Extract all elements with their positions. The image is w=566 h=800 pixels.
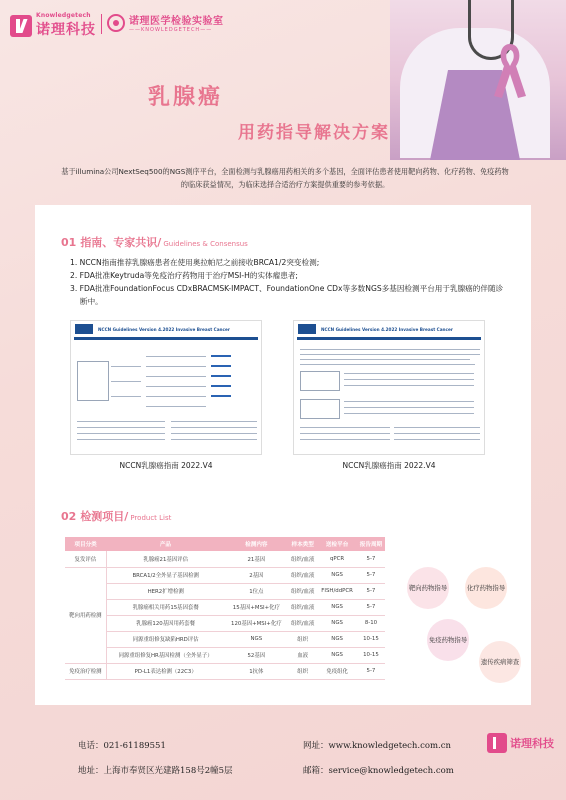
- table-cell-content: NGS: [225, 631, 288, 647]
- table-cell-platform: qPCR: [317, 551, 357, 567]
- lab-name-en: ——KNOWLEDGETECH——: [129, 27, 213, 33]
- table-cell-content: 21基因: [225, 551, 288, 567]
- guidelines-list: [70, 256, 510, 308]
- table-row: [65, 663, 385, 679]
- table-cell-sample: 组织/血液: [288, 599, 317, 615]
- logo-divider: [101, 14, 102, 34]
- footer-website: [303, 739, 451, 751]
- table-cell-cycle: 5-7: [357, 583, 385, 599]
- table-cell-cycle: 5-7: [357, 567, 385, 583]
- bubble-chemo: 化疗药物指导: [465, 567, 507, 609]
- page-title: 乳腺癌: [148, 85, 224, 110]
- table-cell-platform: NGS: [317, 615, 357, 631]
- table-row: [65, 583, 385, 599]
- website-label: 网址：: [303, 741, 329, 751]
- page-subtitle: 用药指导解决方案: [238, 123, 390, 143]
- nccn-guideline-image-2: [293, 320, 485, 455]
- table-header: 检测内容: [225, 537, 288, 551]
- footer-address: [78, 764, 233, 776]
- product-table: [65, 537, 385, 680]
- table-cell-product: 乳腺癌21基因评估: [106, 551, 224, 567]
- table-cell-group: 免疫治疗检测: [65, 663, 106, 679]
- table-header-row: [65, 537, 385, 551]
- pink-ribbon-icon: [490, 40, 530, 100]
- nccn-logo-icon: [75, 324, 93, 334]
- intro-text: 基于illumina公司NextSeq500的NGS测序平台，全面检测与乳腺癌用药相关的多个基因，全面评估患者使用靶向药物、化疗药物、免疫药物的临床获益情况，为临床选择合适治疗方案提供重要的参考依据。: [61, 167, 509, 189]
- phone-label: 电话：: [78, 741, 104, 751]
- list-item: 3. FDA批准FoundationFocus CDxBRACMSK-IMPACT、FoundationOne CDx等多数NGS多基因检测平台用于乳腺癌的伴随诊断中。: [70, 284, 504, 306]
- section-title-cn: 检测项目/: [80, 510, 129, 523]
- table-row: [65, 631, 385, 647]
- table-header: 报告周期: [357, 537, 385, 551]
- table-cell-group: 靶向用药检测: [65, 567, 106, 663]
- table-cell-cycle: 10-15: [357, 647, 385, 663]
- doc-title: NCCN Guidelines Version 4.2022 Invasive Breast Cancer: [321, 326, 453, 332]
- table-row: [65, 599, 385, 615]
- nccn-logo-icon: [298, 324, 316, 334]
- table-cell-product: HER2扩增检测: [106, 583, 224, 599]
- table-cell-product: BRCA1/2全外显子基因检测: [106, 567, 224, 583]
- table-cell-platform: FISH/ddPCR: [317, 583, 357, 599]
- footer-email: [303, 764, 454, 776]
- table-cell-product: PD-L1表达检测（22C3）: [106, 663, 224, 679]
- section-number: 02: [61, 510, 77, 523]
- table-cell-platform: NGS: [317, 631, 357, 647]
- content-card: [35, 205, 531, 705]
- table-cell-content: 15基因+MSI+化疗: [225, 599, 288, 615]
- table-cell-sample: 组织/血液: [288, 551, 317, 567]
- doc-title: NCCN Guidelines Version 4.2022 Invasive Breast Cancer: [98, 326, 230, 332]
- brand-mark-icon: [10, 15, 32, 37]
- section-number: 01: [61, 236, 77, 249]
- phone-value[interactable]: 021-61189551: [103, 741, 166, 751]
- bubble-genetic: 遗传疾病筛查: [479, 641, 521, 683]
- list-item: 2. FDA批准Keytruda等免疫治疗药物用于治疗MSI-H的实体瘤患者;: [70, 271, 298, 280]
- email-label: 邮箱：: [303, 766, 329, 776]
- table-row: [65, 551, 385, 567]
- table-cell-group: 复发评估: [65, 551, 106, 567]
- table-cell-platform: NGS: [317, 599, 357, 615]
- table-header: 样本类型: [288, 537, 317, 551]
- table-cell-sample: 组织/血液: [288, 583, 317, 599]
- service-bubbles: [397, 555, 527, 705]
- table-cell-product: 乳腺癌相关用药15基因套餐: [106, 599, 224, 615]
- table-cell-product: 乳腺癌120基因用药套餐: [106, 615, 224, 631]
- table-row: [65, 647, 385, 663]
- section-product-title: [61, 508, 171, 524]
- footer-logo-text: 诺理科技: [510, 737, 554, 750]
- table-cell-sample: 组织: [288, 631, 317, 647]
- lab-mark-icon: [107, 14, 125, 32]
- address-value: 上海市奉贤区光建路158号2幢5层: [103, 766, 233, 776]
- footer-logo[interactable]: [487, 733, 554, 753]
- table-cell-cycle: 5-7: [357, 663, 385, 679]
- table-cell-content: 2基因: [225, 567, 288, 583]
- table-cell-sample: 组织/血液: [288, 615, 317, 631]
- knowledgetech-logo[interactable]: [10, 12, 96, 39]
- website-link[interactable]: www.knowledgetech.com.cn: [328, 741, 451, 751]
- table-cell-sample: 组织: [288, 663, 317, 679]
- logo-cn: 诺理科技: [36, 22, 96, 38]
- nccn-guideline-image-1: [70, 320, 262, 455]
- table-cell-content: 1抗体: [225, 663, 288, 679]
- table-header: 产品: [106, 537, 224, 551]
- table-row: [65, 567, 385, 583]
- doctor-photo: [390, 0, 566, 160]
- table-cell-content: 1位点: [225, 583, 288, 599]
- table-cell-platform: 免疫组化: [317, 663, 357, 679]
- bubble-targeted: 靶向药物指导: [407, 567, 449, 609]
- list-item: 1. NCCN指南推荐乳腺癌患者在使用奥拉帕尼之前接收BRCA1/2突变检测;: [70, 258, 320, 267]
- table-header: 项目分类: [65, 537, 106, 551]
- table-row: [65, 615, 385, 631]
- doc-caption-1: NCCN乳腺癌指南 2022.V4: [119, 461, 213, 470]
- table-cell-content: 52基因: [225, 647, 288, 663]
- table-cell-sample: 血液: [288, 647, 317, 663]
- table-cell-platform: NGS: [317, 567, 357, 583]
- table-cell-cycle: 5-7: [357, 599, 385, 615]
- table-cell-platform: NGS: [317, 647, 357, 663]
- table-header: 送检平台: [317, 537, 357, 551]
- footer-phone: [78, 739, 166, 751]
- table-cell-content: 120基因+MSI+化疗: [225, 615, 288, 631]
- logo-en: Knowledgetech: [36, 12, 91, 19]
- section-guidelines-title: [61, 234, 248, 250]
- section-title-cn: 指南、专家共识/: [80, 236, 162, 249]
- table-cell-product: 同源重组修复HR基因检测（全外显子）: [106, 647, 224, 663]
- doc-caption-2: NCCN乳腺癌指南 2022.V4: [342, 461, 436, 470]
- section-title-en: Product List: [130, 514, 172, 522]
- address-label: 地址：: [78, 766, 104, 776]
- table-cell-cycle: 10-15: [357, 631, 385, 647]
- table-cell-cycle: 5-7: [357, 551, 385, 567]
- bubble-immuno: 免疫药物指导: [427, 619, 469, 661]
- lab-logo[interactable]: [107, 12, 224, 33]
- email-link[interactable]: service@knowledgetech.com: [328, 766, 454, 776]
- table-cell-sample: 组织/血液: [288, 567, 317, 583]
- lab-name-cn: 诺理医学检验实验室: [129, 16, 224, 27]
- section-title-en: Guidelines & Consensus: [163, 240, 248, 248]
- table-cell-product: 同源重组修复缺陷HRD评估: [106, 631, 224, 647]
- brand-mark-icon: [487, 733, 507, 753]
- table-cell-cycle: 8-10: [357, 615, 385, 631]
- footer: [0, 715, 566, 800]
